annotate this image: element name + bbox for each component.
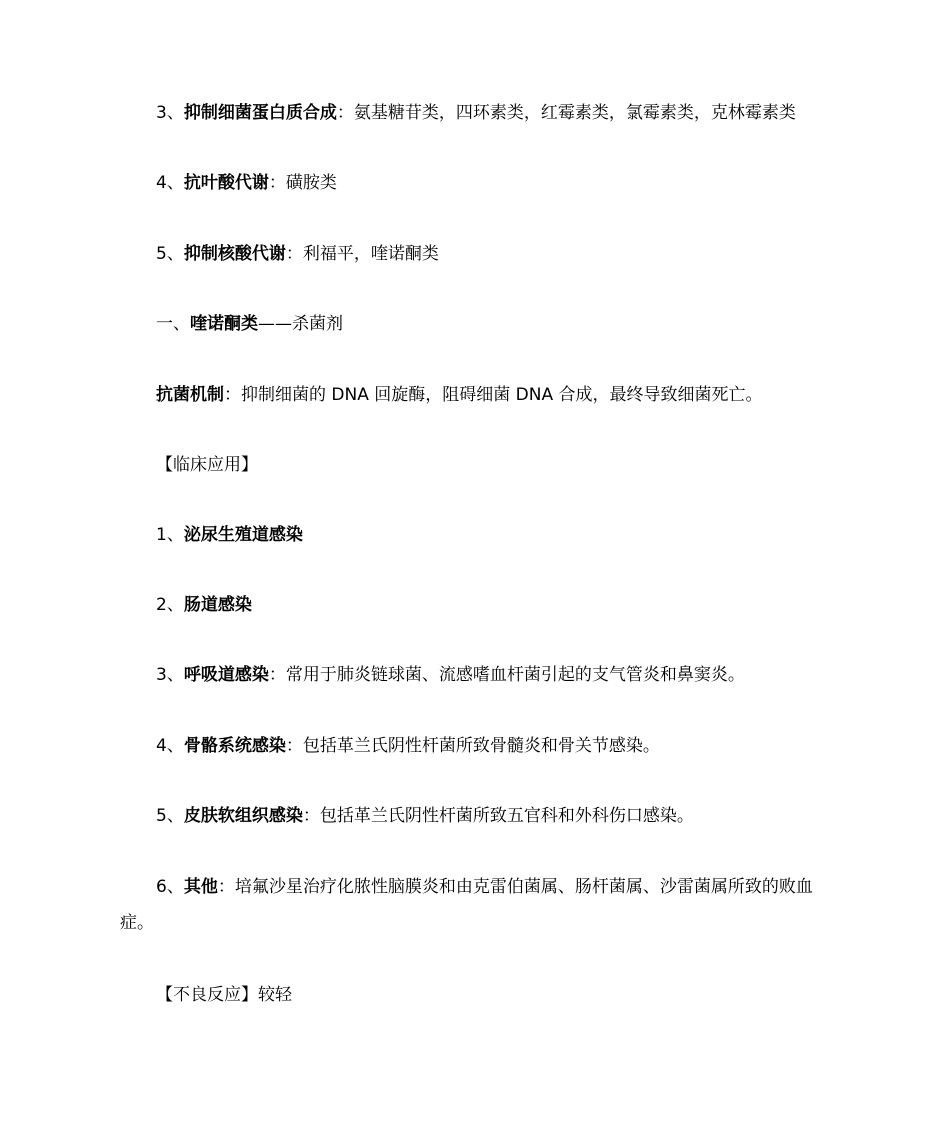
section-number: 一、 — [156, 314, 190, 334]
paragraph-heading: 抑制核酸代谢 — [183, 244, 286, 264]
section-heading-quinolones — [156, 306, 845, 342]
subheading-adverse-reactions — [156, 977, 845, 1013]
paragraph-protein-synthesis — [156, 95, 845, 131]
subheading-text: 【临床应用】 — [156, 455, 258, 475]
list-item-respiratory — [156, 657, 845, 693]
paragraph-number: 3、 — [156, 103, 184, 123]
list-text: ：常用于肺炎链球菌、流感嗜血杆菌引起的支气管炎和鼻窦炎。 — [268, 665, 745, 685]
list-text: ：包括革兰氏阴性杆菌所致骨髓炎和骨关节感染。 — [285, 736, 660, 756]
list-item-urogenital — [156, 517, 845, 553]
paragraph-text: ：磺胺类 — [268, 173, 337, 193]
list-text: ：培氟沙星治疗化脓性脑膜炎和由克雷伯菌属、肠杆菌属、沙雷菌属所致的败血症。 — [120, 877, 813, 933]
list-number: 4、 — [156, 736, 184, 756]
subheading-clinical-use — [156, 447, 845, 483]
subheading-text: 【不良反应】较轻 — [156, 985, 292, 1005]
list-number: 5、 — [156, 806, 184, 826]
paragraph-mechanism — [156, 377, 845, 413]
list-item-other — [120, 869, 840, 941]
list-heading: 其他 — [183, 877, 218, 897]
list-heading: 皮肤软组织感染 — [183, 806, 303, 826]
list-number: 3、 — [156, 665, 184, 685]
section-title: 喹诺酮类 — [190, 314, 258, 334]
list-heading: 肠道感染 — [183, 595, 252, 615]
paragraph-nucleic-acid — [156, 236, 845, 272]
section-subtitle: ——杀菌剂 — [258, 314, 343, 334]
paragraph-folate-metabolism — [156, 165, 845, 201]
list-number: 1、 — [156, 525, 184, 545]
paragraph-heading: 抗叶酸代谢 — [183, 173, 269, 193]
paragraph-heading: 抗菌机制 — [156, 385, 224, 405]
paragraph-number: 4、 — [156, 173, 184, 193]
paragraph-text: ：氨基糖苷类，四环素类，红霉素类，氯霉素类，克林霉素类 — [336, 103, 796, 123]
list-text: ：包括革兰氏阴性杆菌所致五官科和外科伤口感染。 — [302, 806, 694, 826]
list-heading: 呼吸道感染 — [183, 665, 269, 685]
list-number: 2、 — [156, 595, 184, 615]
list-heading: 骨骼系统感染 — [183, 736, 286, 756]
paragraph-heading: 抑制细菌蛋白质合成 — [183, 103, 337, 123]
list-number: 6、 — [156, 877, 184, 897]
list-item-skeletal — [156, 728, 845, 764]
paragraph-text: ：利福平，喹诺酮类 — [285, 244, 439, 264]
list-item-intestinal — [156, 587, 845, 623]
paragraph-text: ：抑制细菌的 DNA 回旋酶，阻碍细菌 DNA 合成，最终导致细菌死亡。 — [224, 385, 763, 405]
paragraph-number: 5、 — [156, 244, 184, 264]
list-heading: 泌尿生殖道感染 — [183, 525, 303, 545]
list-item-skin-soft-tissue — [156, 798, 845, 834]
